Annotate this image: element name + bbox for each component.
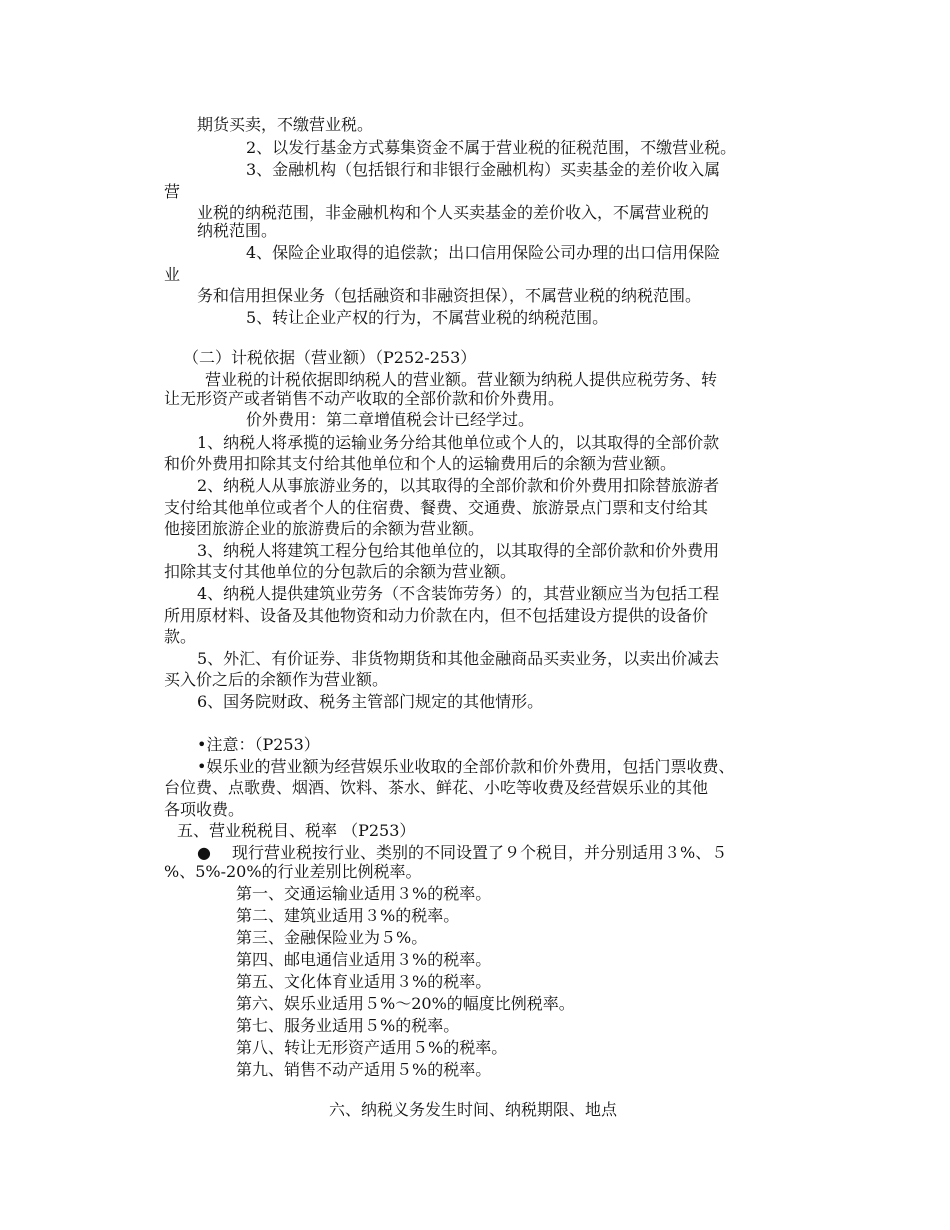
text-line: 营业税的计税依据即纳税人的营业额。营业额为纳税人提供应税劳务、转 — [205, 370, 718, 389]
text-line: ● 现行营业税按行业、类别的不同设置了９个税目，并分别适用３%、５ — [197, 843, 728, 862]
text-line: 价外费用：第二章增值税会计已经学过。 — [246, 410, 535, 429]
text-line: 5、转让企业产权的行为，不属营业税的纳税范围。 — [246, 308, 609, 327]
text-line: •娱乐业的营业额为经营娱乐业收取的全部价款和价外费用，包括门票收费、 — [197, 757, 735, 776]
text-line: 2、以发行基金方式募集资金不属于营业税的征税范围，不缴营业税。 — [246, 138, 737, 157]
text-line: 款。 — [164, 627, 197, 646]
list-item: 第三、金融保险业为５%。 — [236, 928, 428, 947]
list-item: 第九、销售不动产适用５%的税率。 — [236, 1060, 492, 1079]
text-line: 期货买卖，不缴营业税。 — [197, 115, 374, 134]
text-line: 各项收费。 — [164, 800, 245, 819]
text-line: 4、纳税人提供建筑业劳务（不含装饰劳务）的，其营业额应当为包括工程 — [197, 584, 720, 603]
text-line: 5、外汇、有价证券、非货物期货和其他金融商品买卖业务，以卖出价减去 — [197, 649, 720, 668]
text-line: %、5%-20%的行业差别比例税率。 — [164, 862, 422, 881]
text-line: 让无形资产或者销售不动产收取的全部价款和价外费用。 — [164, 389, 565, 408]
list-item: 第二、建筑业适用３%的税率。 — [236, 906, 460, 925]
list-item: 第五、文化体育业适用３%的税率。 — [236, 972, 492, 991]
text-line: 2、纳税人从事旅游业务的，以其取得的全部价款和价外费用扣除替旅游者 — [197, 476, 720, 495]
text-line: 务和信用担保业务（包括融资和非融资担保），不属营业税的纳税范围。 — [197, 286, 702, 305]
text-line: 业 — [164, 265, 181, 284]
text-line: 6、国务院财政、税务主管部门规定的其他情形。 — [197, 692, 544, 711]
text-line: 和价外费用扣除其支付给其他单位和个人的运输费用后的余额为营业额。 — [164, 454, 677, 473]
text-line: 扣除其支付其他单位的分包款后的余额为营业额。 — [164, 562, 517, 581]
section-heading: （二）计税依据（营业额）（P252-253） — [183, 348, 477, 367]
text-line: 3、纳税人将建筑工程分包给其他单位的，以其取得的全部价款和价外费用 — [197, 541, 720, 560]
list-item: 第七、服务业适用５%的税率。 — [236, 1016, 460, 1035]
text-line: 4、保险企业取得的追偿款；出口信用保险公司办理的出口信用保险 — [246, 243, 721, 262]
text-line: 营 — [164, 182, 181, 201]
section-heading: 六、纳税义务发生时间、纳税期限、地点 — [329, 1100, 618, 1119]
text-line: 所用原材料、设备及其他物资和动力价款在内，但不包括建设方提供的设备价 — [164, 606, 709, 625]
note-heading: •注意：（P253） — [197, 735, 320, 754]
text-line: 1、纳税人将承揽的运输业务分给其他单位或个人的，以其取得的全部价款 — [197, 433, 720, 452]
section-heading: 五、营业税税目、税率 （P253） — [177, 821, 416, 840]
list-item: 第一、交通运输业适用３%的税率。 — [236, 884, 492, 903]
text-line: 3、金融机构（包括银行和非银行金融机构）买卖基金的差价收入属 — [246, 160, 721, 179]
text-line: 业税的纳税范围，非金融机构和个人买卖基金的差价收入，不属营业税的 — [197, 203, 710, 222]
text-line: 支付给其他单位或者个人的住宿费、餐费、交通费、旅游景点门票和支付给其 — [164, 498, 709, 517]
list-item: 第八、转让无形资产适用５%的税率。 — [236, 1038, 508, 1057]
list-item: 第四、邮电通信业适用３%的税率。 — [236, 950, 492, 969]
text-line: 他接团旅游企业的旅游费后的余额为营业额。 — [164, 519, 485, 538]
text-line: 台位费、点歌费、烟酒、饮料、茶水、鲜花、小吃等收费及经营娱乐业的其他 — [164, 778, 709, 797]
text-line: 买入价之后的余额作为营业额。 — [164, 670, 389, 689]
text-line: 纳税范围。 — [197, 221, 278, 240]
list-item: 第六、娱乐业适用５%～20%的幅度比例税率。 — [236, 994, 575, 1013]
